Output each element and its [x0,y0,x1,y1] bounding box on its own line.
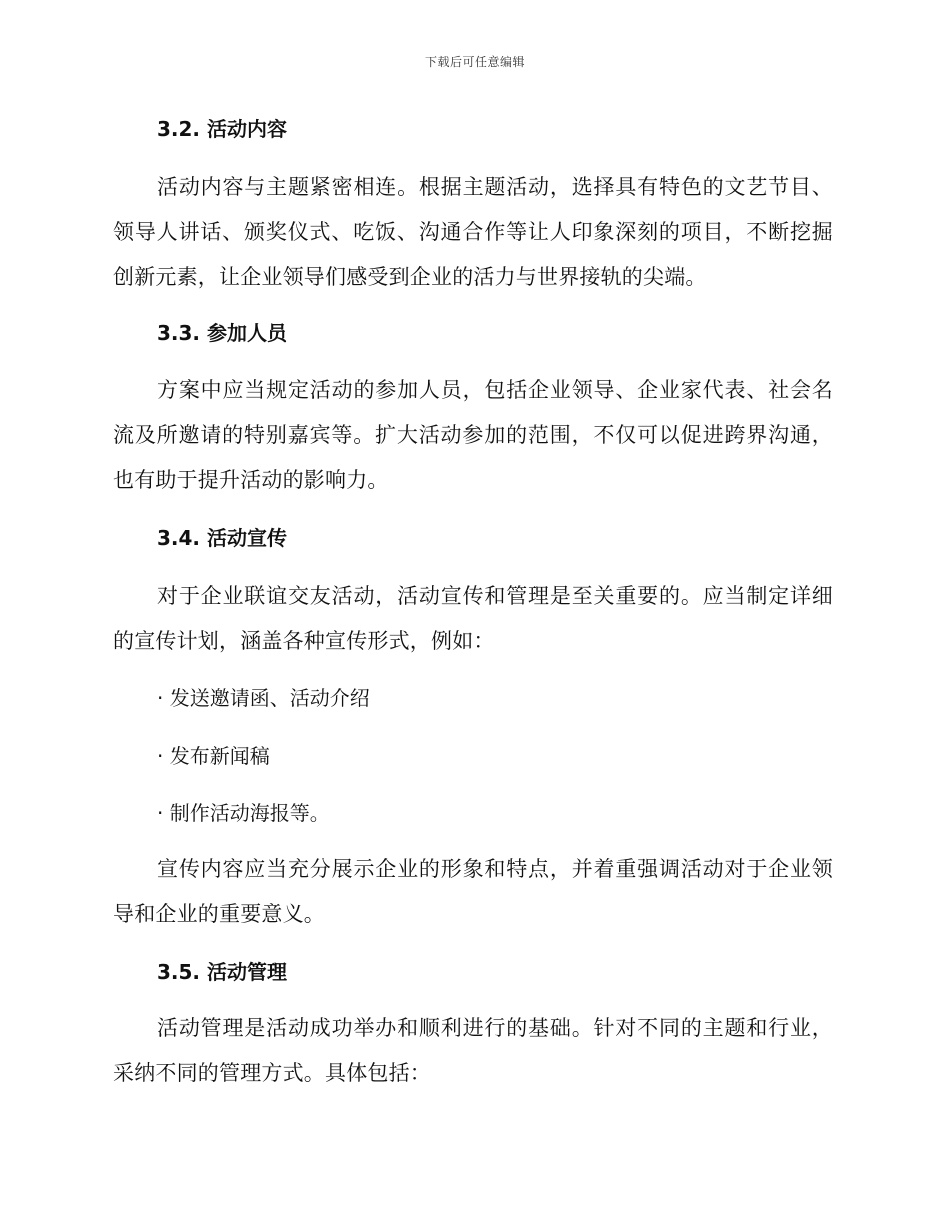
section-3-3-paragraph: 方案中应当规定活动的参加人员，包括企业领导、企业家代表、社会名流及所邀请的特别嘉宾等。扩大活动参加的范围，不仅可以促进跨界沟通，也有助于提升活动的影响力。 [113,378,833,492]
section-heading-3-5: 3.5. 活动管理 [157,960,287,984]
section-heading-3-2: 3.2. 活动内容 [157,117,287,141]
page-header: 下载后可任意编辑 [424,55,525,69]
section-3-5-paragraph: 活动管理是活动成功举办和顺利进行的基础。针对不同的主题和行业，采纳不同的管理方式。具体包括： [113,1016,833,1085]
bullet-item: · 制作活动海报等。 [157,801,330,825]
bullet-item: · 发送邀请函、活动介绍 [157,686,370,710]
section-3-4-closing-paragraph: 宣传内容应当充分展示企业的形象和特点，并着重强调活动对于企业领导和企业的重要意义。 [113,857,833,926]
section-3-2-paragraph: 活动内容与主题紧密相连。根据主题活动，选择具有特色的文艺节目、领导人讲话、颁奖仪式、吃饭、沟通合作等让人印象深刻的项目，不断挖掘创新元素，让企业领导们感受到企业的活力与世界接轨的尖端。 [113,175,833,289]
section-heading-3-3: 3.3. 参加人员 [157,321,287,345]
section-3-4-paragraph: 对于企业联谊交友活动，活动宣传和管理是至关重要的。应当制定详细的宣传计划，涵盖各种宣传形式，例如： [113,584,833,653]
section-heading-3-4: 3.4. 活动宣传 [157,526,287,550]
bullet-item: · 发布新闻稿 [157,744,270,768]
